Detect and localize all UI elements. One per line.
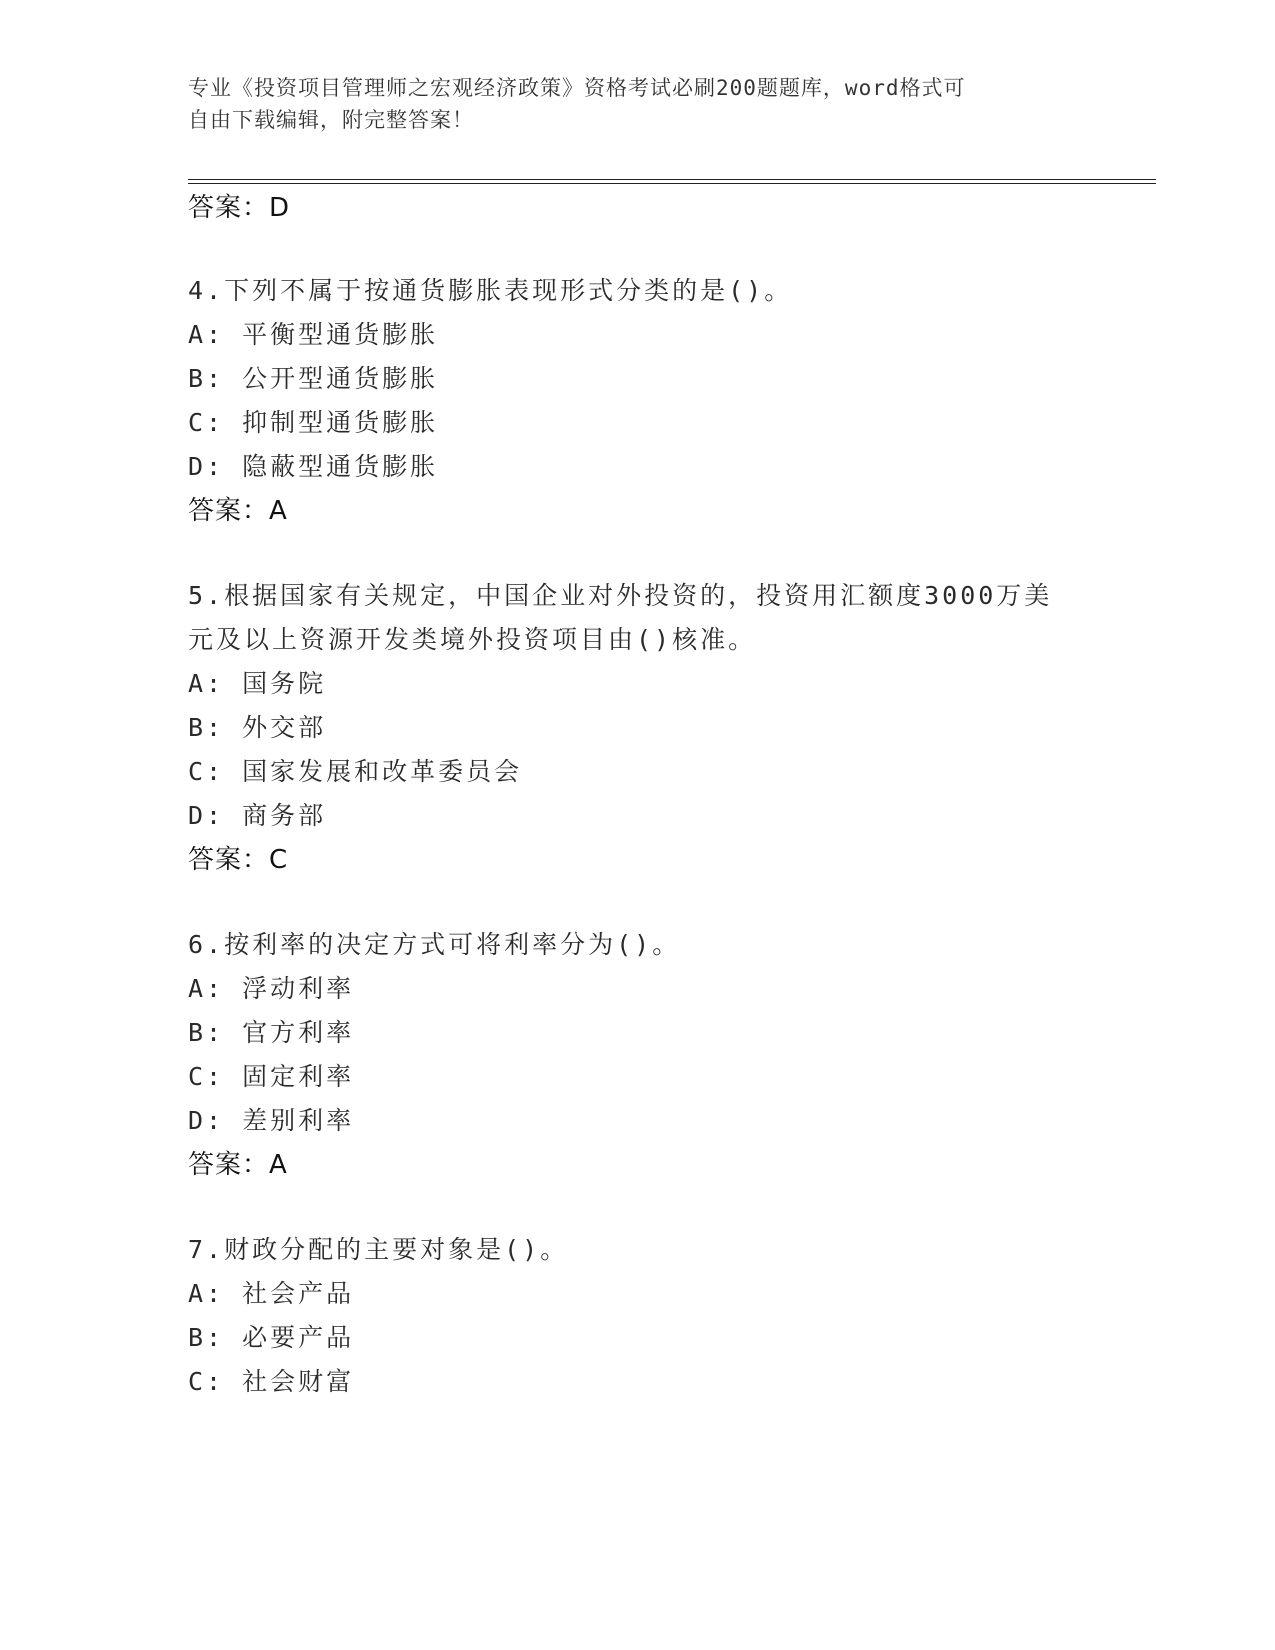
- question-5-option-d: D: 商务部: [188, 801, 327, 830]
- question-5-stem-line-2: 元及以上资源开发类境外投资项目由()核准。: [188, 625, 757, 654]
- answer-q3: 答案：D: [188, 193, 291, 223]
- header-line-1: 专业《投资项目管理师之宏观经济政策》资格考试必刷200题题库，word格式可: [188, 76, 966, 100]
- question-5-answer: 答案：C: [188, 845, 289, 875]
- document-header: [188, 72, 1088, 136]
- question-6-option-c: C: 固定利率: [188, 1062, 355, 1091]
- question-6-option-d: D: 差别利率: [188, 1106, 355, 1135]
- question-5-stem-line-1: 5.根据国家有关规定，中国企业对外投资的，投资用汇额度3000万美: [188, 581, 1053, 610]
- question-4-option-d: D: 隐蔽型通货膨胀: [188, 452, 439, 481]
- question-7-option-c: C: 社会财富: [188, 1367, 355, 1396]
- header-divider-top: [188, 179, 1156, 180]
- question-7-option-a: A: 社会产品: [188, 1279, 355, 1308]
- question-7-stem: 7.财政分配的主要对象是()。: [188, 1235, 569, 1264]
- question-5-option-c: C: 国家发展和改革委员会: [188, 757, 523, 786]
- question-5-option-b: B: 外交部: [188, 713, 327, 742]
- question-4-answer: 答案：A: [188, 496, 288, 526]
- question-4-option-a: A: 平衡型通货膨胀: [188, 320, 439, 349]
- question-6-option-a: A: 浮动利率: [188, 974, 355, 1003]
- question-5-option-a: A: 国务院: [188, 669, 327, 698]
- question-4-stem: 4.下列不属于按通货膨胀表现形式分类的是()。: [188, 276, 793, 305]
- header-line-2: 自由下载编辑，附完整答案！: [188, 108, 474, 132]
- question-6-stem: 6.按利率的决定方式可将利率分为()。: [188, 930, 681, 959]
- question-7-option-b: B: 必要产品: [188, 1323, 355, 1352]
- question-4-option-b: B: 公开型通货膨胀: [188, 364, 439, 393]
- question-4-option-c: C: 抑制型通货膨胀: [188, 408, 439, 437]
- question-6-option-b: B: 官方利率: [188, 1018, 355, 1047]
- question-6-answer: 答案：A: [188, 1150, 288, 1180]
- header-divider-bottom: [188, 183, 1156, 184]
